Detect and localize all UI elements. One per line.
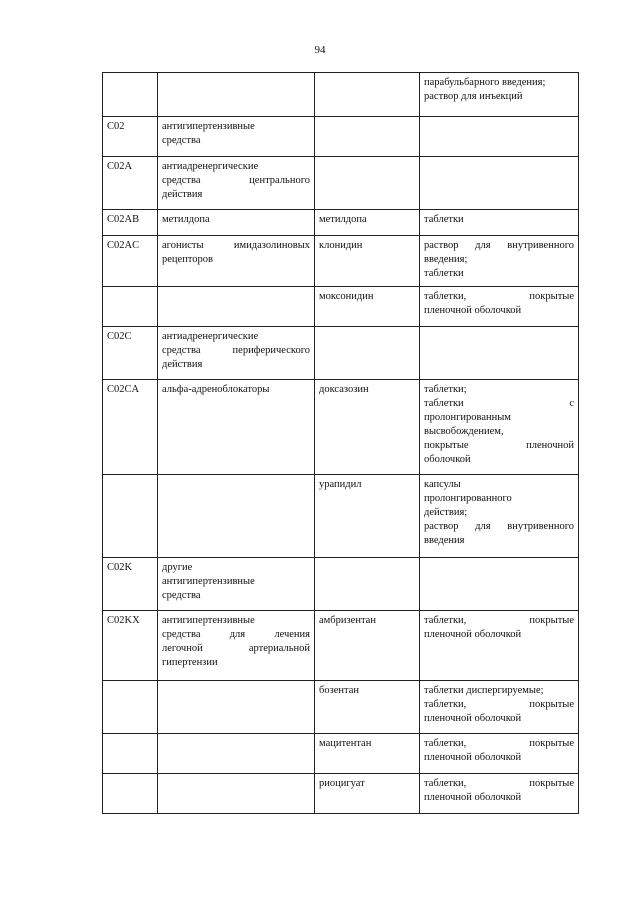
page-number: 94 [314, 44, 326, 56]
dosage-form-line: оболочкой [424, 454, 471, 465]
table-row [103, 287, 579, 327]
dosage-form-line: пленочной оболочкой [424, 752, 522, 763]
group-name-line: средства центрального [162, 175, 310, 186]
atc-code-cell: C02A [103, 157, 158, 210]
substance-cell [315, 73, 420, 117]
atc-code-cell [103, 73, 158, 117]
group-name-line: антигипертензивные [162, 576, 255, 587]
substance-cell: амбризентан [315, 611, 420, 681]
dosage-form-cell [420, 611, 579, 681]
group-name-cell [158, 611, 315, 681]
atc-code-cell [103, 681, 158, 734]
group-name-cell [158, 558, 315, 611]
dosage-form-line: раствор для внутривенного [424, 521, 574, 532]
table-row [103, 327, 579, 380]
substance-cell [315, 558, 420, 611]
group-name-cell [158, 210, 315, 236]
group-name-line: метилдопа [162, 214, 210, 225]
dosage-form-line: таблетки, покрытые [424, 699, 574, 710]
dosage-form-line: введения; [424, 254, 468, 265]
drug-table [102, 72, 579, 814]
atc-code-cell: C02K [103, 558, 158, 611]
atc-code-cell: C02AB [103, 210, 158, 236]
group-name-line: действия [162, 189, 203, 200]
group-name-line: средства периферического [162, 345, 310, 356]
table-row [103, 210, 579, 236]
table-row [103, 236, 579, 287]
dosage-form-line: покрытые пленочной [424, 440, 574, 451]
dosage-form-line: пленочной оболочкой [424, 713, 522, 724]
dosage-form-line: таблетки [424, 268, 464, 279]
group-name-cell [158, 327, 315, 380]
atc-code-cell [103, 774, 158, 814]
dosage-form-line: пролонгированным [424, 412, 511, 423]
substance-cell: бозентан [315, 681, 420, 734]
table-row [103, 380, 579, 475]
group-name-cell [158, 734, 315, 774]
group-name-line: альфа-адреноблокаторы [162, 384, 270, 395]
dosage-form-line: таблетки, покрытые [424, 778, 574, 789]
substance-cell: моксонидин [315, 287, 420, 327]
table-row [103, 774, 579, 814]
dosage-form-cell [420, 327, 579, 380]
group-name-line: гипертензии [162, 657, 218, 668]
group-name-cell [158, 287, 315, 327]
substance-cell [315, 327, 420, 380]
dosage-form-line: таблетки, покрытые [424, 615, 574, 626]
table-row [103, 117, 579, 157]
dosage-form-line: пленочной оболочкой [424, 629, 522, 640]
table-row [103, 73, 579, 117]
substance-cell: мацитентан [315, 734, 420, 774]
group-name-cell [158, 236, 315, 287]
substance-cell [315, 157, 420, 210]
table-row [103, 734, 579, 774]
atc-code-cell [103, 475, 158, 558]
group-name-line: легочной артериальной [162, 643, 310, 654]
table-row [103, 157, 579, 210]
substance-cell: доксазозин [315, 380, 420, 475]
group-name-line: агонисты имидазолиновых [162, 240, 310, 251]
dosage-form-line: таблетки с [424, 398, 574, 409]
group-name-cell [158, 774, 315, 814]
table-row [103, 558, 579, 611]
group-name-cell [158, 380, 315, 475]
group-name-cell [158, 157, 315, 210]
atc-code-cell: C02C [103, 327, 158, 380]
group-name-line: антиадренергические [162, 161, 259, 172]
table-body [103, 73, 579, 814]
atc-code-cell: C02 [103, 117, 158, 157]
dosage-form-cell [420, 681, 579, 734]
dosage-form-cell [420, 287, 579, 327]
dosage-form-line: действия; [424, 507, 468, 518]
group-name-line: рецепторов [162, 254, 213, 265]
atc-code-cell: C02KX [103, 611, 158, 681]
dosage-form-line: таблетки диспергируемые; [424, 685, 544, 696]
dosage-form-line: пролонгированного [424, 493, 512, 504]
atc-code-cell: C02CA [103, 380, 158, 475]
dosage-form-cell [420, 236, 579, 287]
group-name-line: антигипертензивные [162, 121, 255, 132]
table-row [103, 611, 579, 681]
group-name-line: средства для лечения [162, 629, 310, 640]
dosage-form-cell [420, 73, 579, 117]
dosage-form-line: раствор для внутривенного [424, 240, 574, 251]
dosage-form-cell [420, 157, 579, 210]
table-row [103, 681, 579, 734]
group-name-line: антиадренергические [162, 331, 259, 342]
atc-code-cell [103, 287, 158, 327]
atc-code-cell [103, 734, 158, 774]
group-name-cell [158, 475, 315, 558]
group-name-line: действия [162, 359, 203, 370]
dosage-form-line: таблетки, покрытые [424, 738, 574, 749]
dosage-form-cell [420, 380, 579, 475]
dosage-form-line: раствор для инъекций [424, 91, 523, 102]
atc-code-cell: C02AC [103, 236, 158, 287]
group-name-line: антигипертензивные [162, 615, 255, 626]
dosage-form-cell [420, 475, 579, 558]
group-name-line: другие [162, 562, 193, 573]
dosage-form-line: таблетки [424, 214, 464, 225]
dosage-form-cell [420, 774, 579, 814]
dosage-form-cell [420, 734, 579, 774]
dosage-form-cell [420, 117, 579, 157]
group-name-cell [158, 73, 315, 117]
group-name-line: средства [162, 135, 201, 146]
dosage-form-cell [420, 558, 579, 611]
substance-cell: метилдопа [315, 210, 420, 236]
substance-cell: клонидин [315, 236, 420, 287]
dosage-form-line: пленочной оболочкой [424, 792, 522, 803]
table-row [103, 475, 579, 558]
dosage-form-line: таблетки, покрытые [424, 291, 574, 302]
dosage-form-line: таблетки; [424, 384, 467, 395]
dosage-form-cell [420, 210, 579, 236]
dosage-form-line: парабульбарного введения; [424, 77, 546, 88]
group-name-cell [158, 681, 315, 734]
dosage-form-line: пленочной оболочкой [424, 305, 522, 316]
group-name-cell [158, 117, 315, 157]
group-name-line: средства [162, 590, 201, 601]
substance-cell [315, 117, 420, 157]
dosage-form-line: введения [424, 535, 465, 546]
dosage-form-line: капсулы [424, 479, 461, 490]
dosage-form-line: высвобождением, [424, 426, 504, 437]
substance-cell: риоцигуат [315, 774, 420, 814]
substance-cell: урапидил [315, 475, 420, 558]
